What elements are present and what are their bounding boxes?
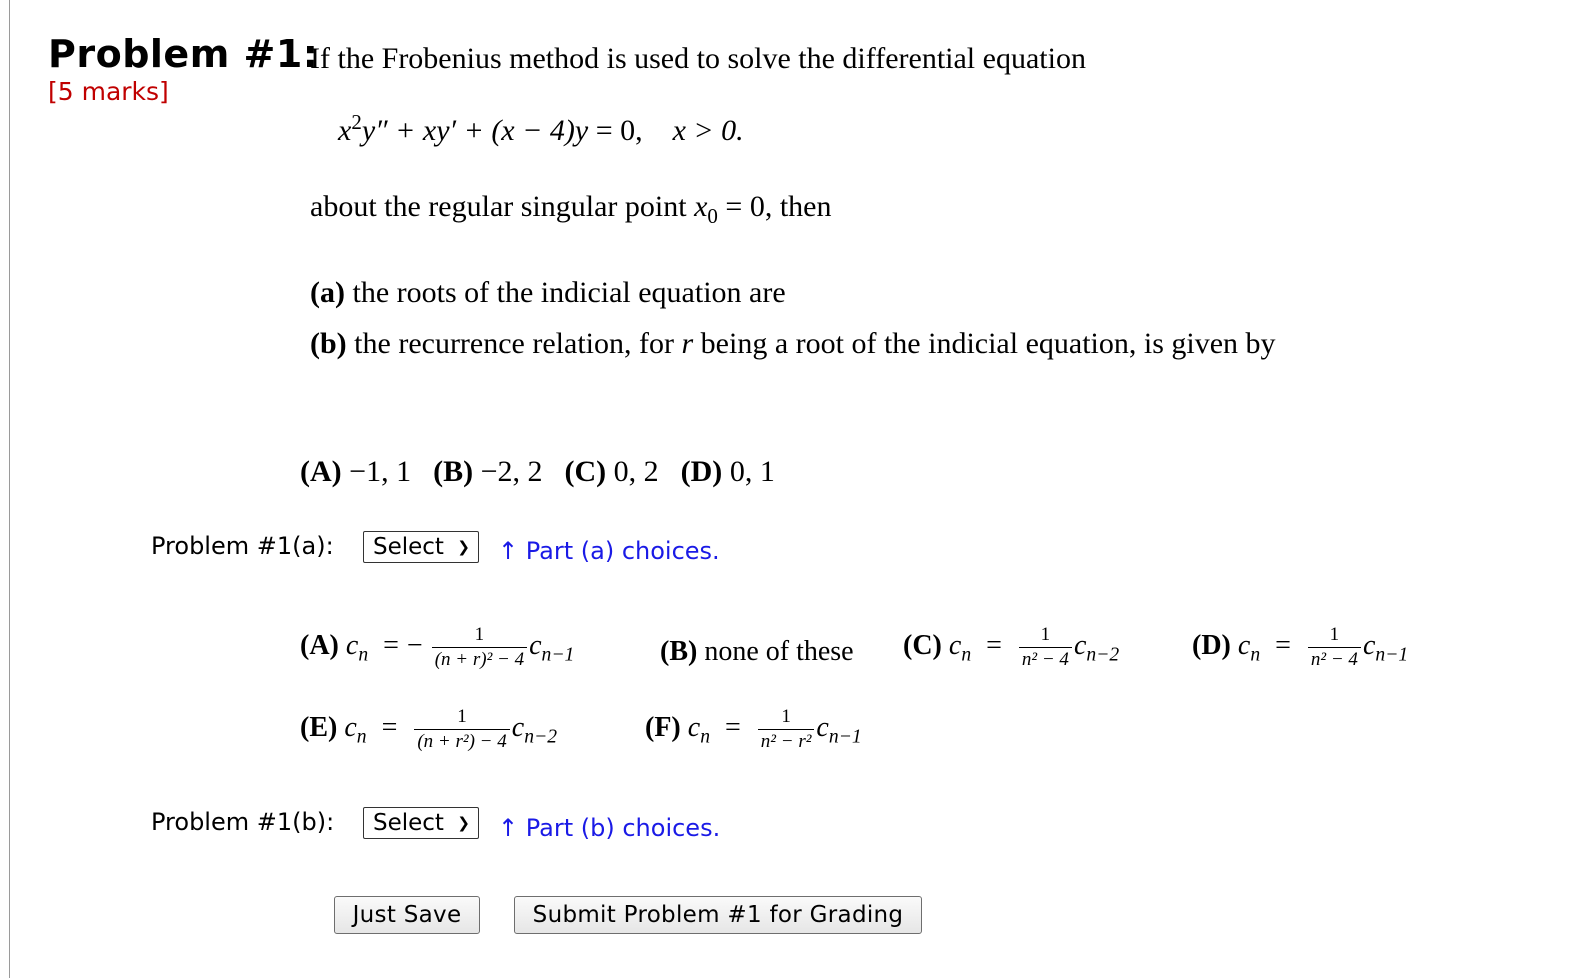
eq-rhs: 0, [620, 114, 643, 147]
choice-b-F-c-sub: n−1 [828, 726, 862, 748]
answer-b-hint-text: Part (b) choices. [525, 814, 721, 842]
answer-a-select[interactable] [363, 531, 479, 563]
choice-b-B [660, 636, 854, 668]
choice-a-A-value: −1, 1 [349, 455, 412, 488]
choice-b-A-lhs-sub: n [358, 644, 369, 666]
choice-b-D-fraction [1308, 624, 1361, 671]
about-suffix: = 0, then [717, 190, 832, 223]
submit-for-grading-button[interactable]: Submit Problem #1 for Grading [514, 896, 922, 934]
choice-a-D-label: (D) [680, 455, 723, 488]
choice-a-D-value: 0, 1 [729, 455, 775, 488]
part-a-text: the roots of the indicial equation are [352, 276, 786, 309]
about-sub: 0 [707, 204, 718, 228]
choice-b-D-num: 1 [1308, 624, 1361, 648]
part-b-var: r [681, 327, 694, 360]
about-prefix: about the regular singular point [310, 190, 695, 223]
just-save-button[interactable]: Just Save [334, 896, 480, 934]
answer-a-hint-text: Part (a) choices. [525, 537, 720, 565]
answer-b-select-value: Select [373, 810, 444, 836]
choice-b-E [300, 706, 557, 753]
choice-b-C-eq: = [986, 629, 1002, 661]
choice-b-C-lhs-sub: n [961, 644, 972, 666]
about-point-line [310, 190, 832, 228]
problem-intro: If the Frobenius method is used to solve the differential equation [310, 42, 1086, 75]
choice-b-D-c-sub: n−1 [1375, 644, 1409, 666]
choice-b-C-lhs: c [948, 629, 962, 661]
choice-b-C [903, 624, 1119, 671]
problem-marks: [5 marks] [48, 77, 169, 106]
choice-b-A-num: 1 [432, 624, 527, 648]
eq-exponent: 2 [351, 110, 362, 134]
choice-b-B-text: none of these [704, 636, 854, 667]
choice-a-C-label: (C) [564, 455, 607, 488]
choice-b-A-den: (n + r)² − 4 [434, 648, 525, 670]
choice-b-A-c: c [529, 629, 542, 661]
choice-b-E-eq: = [381, 711, 398, 743]
choice-b-D-den: n² − 4 [1310, 648, 1358, 670]
choice-b-A-c-sub: n−1 [541, 644, 575, 666]
choice-b-D-c: c [1362, 629, 1376, 661]
choice-b-E-fraction [414, 706, 509, 753]
choice-b-D-label: (D) [1192, 629, 1231, 661]
differential-equation [338, 110, 744, 148]
part-b-text-2: being a root of the indicial equation, is given by [693, 327, 1276, 360]
part-a-label: (a) [310, 276, 345, 309]
left-border [9, 0, 10, 978]
part-b-text-1: the recurrence relation, for [354, 327, 682, 360]
choices-a-row [300, 455, 775, 489]
choice-b-F-eq: = [725, 711, 741, 743]
choice-b-E-c: c [511, 711, 525, 743]
choice-b-E-lhs: c [344, 711, 357, 743]
choice-b-F-fraction [758, 706, 815, 753]
choice-b-C-num: 1 [1019, 624, 1072, 648]
about-var: x [694, 190, 708, 223]
chevron-down-icon: ❯ [457, 538, 470, 556]
choice-b-D-lhs-sub: n [1250, 644, 1261, 666]
choice-b-F-lhs-sub: n [700, 726, 710, 748]
choice-b-A-lhs: c [345, 629, 359, 661]
choice-b-B-label: (B) [660, 636, 698, 667]
choice-b-A-fraction [432, 624, 527, 671]
up-arrow-icon: ↑ [498, 537, 519, 565]
choice-a-A-label: (A) [300, 455, 342, 488]
choice-a-B-value: −2, 2 [480, 455, 543, 488]
choice-b-A-label: (A) [300, 629, 339, 661]
choice-b-E-c-sub: n−2 [524, 726, 558, 748]
choice-b-E-num: 1 [414, 706, 509, 730]
choice-b-E-den: (n + r²) − 4 [417, 730, 507, 752]
answer-a-hint [498, 537, 720, 565]
answer-a-label: Problem #1(a): [151, 532, 334, 560]
answer-b-select[interactable] [363, 807, 479, 839]
choice-a-B-label: (B) [433, 455, 474, 488]
part-a-question [310, 276, 786, 310]
choice-b-F-label: (F) [645, 711, 681, 743]
choice-b-D-lhs: c [1237, 629, 1251, 661]
choice-b-A-eq: = [383, 629, 399, 661]
choice-b-C-den: n² − 4 [1021, 648, 1069, 670]
choice-b-F-c: c [816, 711, 829, 743]
choice-b-C-fraction [1019, 624, 1072, 671]
eq-lhs-rest: y″ + xy′ + (x − 4)y [361, 114, 589, 147]
answer-a-select-value: Select [373, 534, 444, 560]
choice-b-A-sign: − [406, 629, 423, 661]
part-b-label: (b) [310, 327, 347, 360]
choice-b-E-label: (E) [300, 711, 338, 743]
eq-condition: x > 0. [672, 114, 744, 147]
choice-b-C-c: c [1073, 629, 1087, 661]
choice-b-F-lhs: c [687, 711, 701, 743]
up-arrow-icon: ↑ [498, 814, 519, 842]
choice-b-F-den: n² − r² [760, 730, 812, 752]
chevron-down-icon: ❯ [457, 814, 470, 832]
choice-b-E-lhs-sub: n [356, 726, 367, 748]
choice-b-D-eq: = [1275, 629, 1291, 661]
problem-title: Problem #1: [48, 32, 319, 76]
choice-b-A [300, 624, 574, 671]
choice-b-F-num: 1 [758, 706, 815, 730]
choice-b-F [645, 706, 862, 753]
part-b-question [310, 327, 1276, 361]
choice-b-D [1192, 624, 1408, 671]
eq-lhs-x: x [338, 114, 352, 147]
answer-b-hint [498, 814, 720, 842]
answer-b-label: Problem #1(b): [151, 808, 335, 836]
choice-b-C-label: (C) [903, 629, 942, 661]
choice-a-C-value: 0, 2 [613, 455, 659, 488]
eq-equals: = [588, 114, 621, 147]
choice-b-C-c-sub: n−2 [1086, 644, 1120, 666]
